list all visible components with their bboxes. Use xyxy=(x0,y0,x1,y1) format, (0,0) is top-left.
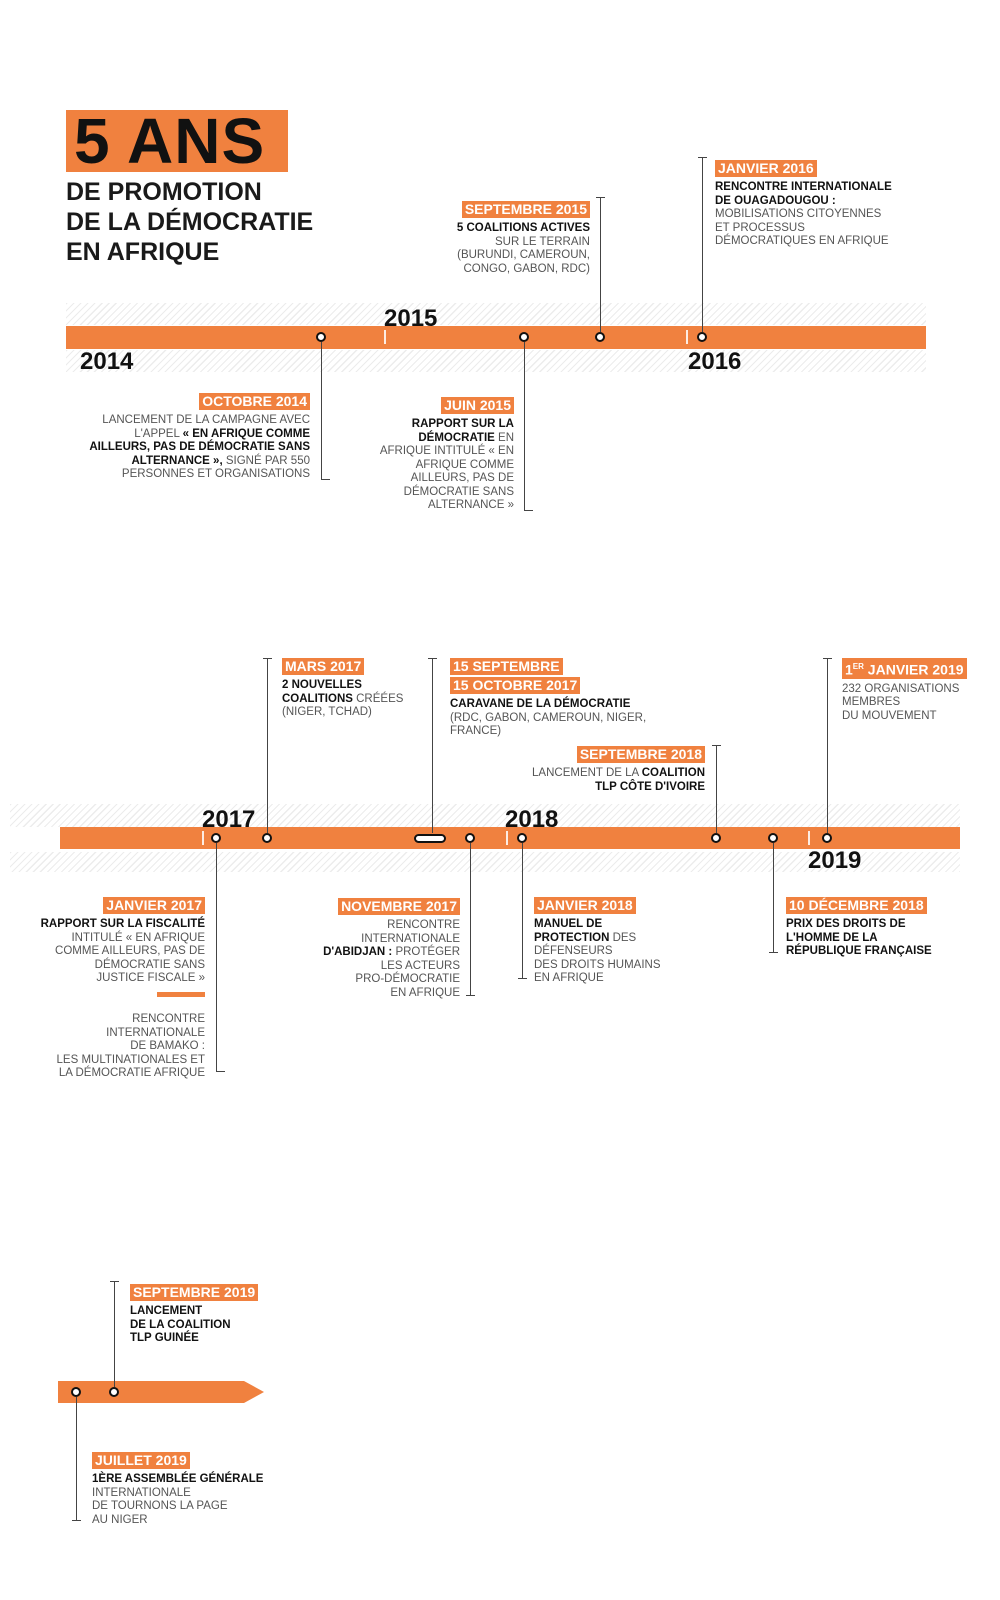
connector-sep2019 xyxy=(114,1281,115,1387)
year-label-2018: 2018 xyxy=(505,806,559,827)
event-text: INTERNATIONALE xyxy=(361,932,460,945)
timeline-bar-1 xyxy=(66,326,926,349)
event-text: CONGO, GABON, RDC) xyxy=(463,262,590,275)
event-text: (BURUNDI, CAMEROUN, xyxy=(457,249,590,261)
timeline-dot-nov2017 xyxy=(465,833,475,843)
event-text: DÉMOCRATIE SANS xyxy=(403,485,514,498)
event-jan2018 xyxy=(534,897,694,986)
event-date: 10 DÉCEMBRE 2018 xyxy=(786,897,927,914)
event-dec2018 xyxy=(786,897,956,959)
connector-cap xyxy=(321,479,330,480)
page-title: 5 ANS xyxy=(74,105,266,177)
event-text: L'APPEL xyxy=(134,427,183,440)
event-text: INTITULÉ « EN AFRIQUE xyxy=(71,931,205,944)
event-text-bold: DÉMOCRATIE xyxy=(418,431,495,444)
event-text: RENCONTRE xyxy=(387,919,460,931)
event-text-bold: AILLEURS, PAS DE DÉMOCRATIE SANS xyxy=(89,441,310,453)
timeline-dot-jan2017 xyxy=(211,833,221,843)
connector-cap xyxy=(823,658,832,659)
event-text: AFRIQUE INTITULÉ « EN xyxy=(379,445,514,457)
event-text: (RDC, GABON, CAMEROUN, NIGER, xyxy=(450,711,647,724)
event-text-bold: 1ÈRE ASSEMBLÉE GÉNÉRALE xyxy=(92,1473,264,1485)
event-text-bold: RAPPORT SUR LA xyxy=(411,418,514,430)
event-text-bold: 2 NOUVELLES xyxy=(282,679,362,691)
timeline-dot-jun2015 xyxy=(519,332,529,342)
event-text: FRANCE) xyxy=(450,725,502,737)
event-text: COMME AILLEURS, PAS DE xyxy=(55,945,205,957)
event-text: 232 ORGANISATIONS xyxy=(842,682,960,695)
event-text: AFRIQUE COMME xyxy=(415,458,514,471)
timeline-bar-3 xyxy=(58,1381,244,1403)
event-text: MOBILISATIONS CITOYENNES xyxy=(715,208,882,220)
timeline-dot-jul2019 xyxy=(71,1387,81,1397)
event-date: 15 OCTOBRE 2017 xyxy=(450,677,580,694)
event-jan2017 xyxy=(30,897,205,1081)
event-text-bold: RAPPORT SUR LA FISCALITÉ xyxy=(40,918,205,930)
year-label-2017-wrap xyxy=(202,803,272,827)
timeline-dot-dec2018 xyxy=(768,833,778,843)
connector-jan2019 xyxy=(827,658,828,833)
connector-cap xyxy=(518,978,527,979)
event-text: AILLEURS, PAS DE xyxy=(410,472,514,484)
event-text-bold: RENCONTRE INTERNATIONALE xyxy=(715,181,892,193)
connector-jul2019 xyxy=(76,1397,77,1521)
event-sep-oct2017 xyxy=(450,658,680,739)
connector-cap xyxy=(263,658,272,659)
timeline-hatch-top xyxy=(66,303,926,325)
event-text: ALTERNANCE » xyxy=(427,499,514,511)
timeline-dot-jan2018 xyxy=(517,833,527,843)
connector-cap xyxy=(524,510,533,511)
event-text-bold: LANCEMENT xyxy=(130,1305,203,1317)
event-text-bold: COALITIONS xyxy=(282,692,353,705)
event-text-bold: L'HOMME DE LA xyxy=(786,931,878,944)
event-separator xyxy=(157,992,205,997)
event-text-bold: DE LA COALITION xyxy=(130,1318,231,1331)
page-subtitle xyxy=(66,177,313,267)
event-text: LANCEMENT DE LA CAMPAGNE AVEC xyxy=(102,414,310,426)
connector-nov2017 xyxy=(470,843,471,996)
event-text: DE TOURNONS LA PAGE xyxy=(92,1500,228,1512)
event-text: DES xyxy=(609,931,637,944)
event-text-bold: PROTECTION xyxy=(534,931,610,944)
event-sep2015 xyxy=(400,201,590,276)
event-text: CRÉÉES xyxy=(352,692,404,705)
arrow-head-icon xyxy=(244,1381,264,1403)
event-text: DU MOUVEMENT xyxy=(842,709,937,722)
year-label-2015-wrap xyxy=(384,303,454,326)
timeline-dot-sep2015 xyxy=(595,332,605,342)
connector-jan2018 xyxy=(522,843,523,979)
connector-oct2014 xyxy=(321,342,322,480)
connector-sep2018 xyxy=(716,745,717,833)
event-date: MARS 2017 xyxy=(282,658,364,675)
subtitle-line: DE LA DÉMOCRATIE xyxy=(66,208,314,236)
event-text: LES ACTEURS xyxy=(380,959,460,972)
event-text: PROTÉGER xyxy=(392,946,460,958)
event-date: SEPTEMBRE 2018 xyxy=(577,746,705,763)
event-text-bold: D'ABIDJAN : xyxy=(323,946,393,958)
subtitle-line: EN AFRIQUE xyxy=(66,238,220,266)
event-nov2017 xyxy=(300,898,460,1000)
event-text-bold: RÉPUBLIQUE FRANÇAISE xyxy=(786,945,932,957)
connector-mar2017 xyxy=(267,658,268,833)
event-sep2019 xyxy=(130,1284,300,1346)
event-text: SUR LE TERRAIN xyxy=(494,235,590,248)
connector-cap xyxy=(466,995,475,996)
event-text: DÉFENSEURS xyxy=(534,945,613,957)
event-text: DÉMOCRATIE SANS xyxy=(94,958,205,971)
event-text: RENCONTRE xyxy=(132,1013,205,1025)
connector-sep-oct2017 xyxy=(432,658,433,833)
event-date: SEPTEMBRE 2015 xyxy=(462,201,590,218)
event-text-bold: MANUEL DE xyxy=(534,918,603,930)
event-date: OCTOBRE 2014 xyxy=(199,393,310,410)
event-jan2016 xyxy=(715,160,935,249)
event-oct2014 xyxy=(70,393,310,482)
connector-cap xyxy=(110,1281,119,1282)
event-text: MEMBRES xyxy=(842,696,901,709)
bar-tick xyxy=(506,831,508,845)
year-label-2019: 2019 xyxy=(808,847,862,874)
event-date-part: 1 xyxy=(845,661,853,678)
connector-sep2015 xyxy=(600,197,601,332)
event-mar2017 xyxy=(282,658,432,720)
event-date: SEPTEMBRE 2019 xyxy=(130,1284,258,1301)
timeline-range-sep-oct2017 xyxy=(414,834,446,843)
event-date-part: JANVIER 2019 xyxy=(863,661,964,678)
connector-jan2016 xyxy=(702,157,703,332)
bar-tick xyxy=(202,831,204,845)
event-text: (NIGER, TCHAD) xyxy=(282,706,372,718)
event-date: JANVIER 2017 xyxy=(103,897,205,914)
event-text: LA DÉMOCRATIE AFRIQUE xyxy=(58,1067,205,1079)
event-text: INTERNATIONALE xyxy=(92,1486,191,1499)
event-text-bold: DE OUAGADOUGOU : xyxy=(715,194,836,207)
event-date: NOVEMBRE 2017 xyxy=(338,898,460,915)
event-text-bold: CARAVANE DE LA DÉMOCRATIE xyxy=(450,698,631,710)
event-text: EN AFRIQUE xyxy=(390,986,460,999)
event-date: JANVIER 2018 xyxy=(534,897,636,914)
event-date: JUILLET 2019 xyxy=(92,1452,190,1469)
connector-jun2015 xyxy=(524,342,525,511)
year-label-2015: 2015 xyxy=(384,305,438,326)
event-text-bold: TLP CÔTE D'IVOIRE xyxy=(595,780,705,793)
timeline-dot-sep2018 xyxy=(711,833,721,843)
event-text: AU NIGER xyxy=(92,1513,148,1526)
event-text-bold: COALITION xyxy=(641,767,705,779)
connector-cap xyxy=(596,197,605,198)
year-label-2018-wrap xyxy=(505,803,575,827)
event-text: ET PROCESSUS xyxy=(715,221,805,234)
event-text: DE BAMAKO : xyxy=(130,1040,205,1052)
event-text-bold: TLP GUINÉE xyxy=(130,1332,199,1344)
connector-cap xyxy=(698,157,707,158)
event-text-bold: PRIX DES DROITS DE xyxy=(786,918,906,930)
event-text: EN xyxy=(494,431,514,444)
event-jul2019 xyxy=(92,1452,292,1527)
timeline-hatch-bottom xyxy=(66,350,926,372)
event-text: DES DROITS HUMAINS xyxy=(534,958,661,971)
connector-dec2018 xyxy=(773,843,774,953)
timeline-hatch-top xyxy=(10,804,960,827)
event-text: INTERNATIONALE xyxy=(106,1026,205,1039)
timeline-dot-oct2014 xyxy=(316,332,326,342)
timeline-dot-sep2019 xyxy=(109,1387,119,1397)
timeline-dot-mar2017 xyxy=(262,833,272,843)
event-text: JUSTICE FISCALE » xyxy=(96,972,205,984)
event-text: EN AFRIQUE xyxy=(534,972,604,984)
event-jun2015 xyxy=(340,397,514,513)
event-date: JUIN 2015 xyxy=(441,397,514,414)
connector-cap xyxy=(216,1071,225,1072)
event-text: LANCEMENT DE LA xyxy=(532,767,642,779)
bar-tick xyxy=(686,330,688,344)
connector-cap xyxy=(72,1520,81,1521)
event-text: DÉMOCRATIQUES EN AFRIQUE xyxy=(715,235,889,247)
event-text: PERSONNES ET ORGANISATIONS xyxy=(121,468,310,480)
year-label-2016: 2016 xyxy=(688,348,742,375)
subtitle-line: DE PROMOTION xyxy=(66,178,262,206)
bar-tick xyxy=(808,831,810,845)
connector-jan2017 xyxy=(216,843,217,1072)
event-date xyxy=(842,658,967,679)
event-text-bold: ALTERNANCE », xyxy=(131,454,223,467)
event-date: 15 SEPTEMBRE xyxy=(450,658,563,675)
event-text: SIGNÉ PAR 550 xyxy=(222,454,310,467)
connector-cap xyxy=(712,745,721,746)
connector-cap xyxy=(769,952,778,953)
event-date-sup: ER xyxy=(852,662,864,671)
year-label-2014: 2014 xyxy=(80,348,134,375)
bar-tick xyxy=(384,330,386,344)
year-label-2017: 2017 xyxy=(202,806,256,827)
event-jan2019 xyxy=(842,658,992,723)
event-text-bold: « EN AFRIQUE COMME xyxy=(182,427,310,440)
timeline-dot-jan2016 xyxy=(697,332,707,342)
timeline-dot-jan2019 xyxy=(822,833,832,843)
event-date: JANVIER 2016 xyxy=(715,160,817,177)
event-sep2018 xyxy=(500,746,705,794)
event-text-bold: 5 COALITIONS ACTIVES xyxy=(456,222,590,234)
event-text: LES MULTINATIONALES ET xyxy=(56,1053,205,1066)
event-text: PRO-DÉMOCRATIE xyxy=(355,973,460,985)
